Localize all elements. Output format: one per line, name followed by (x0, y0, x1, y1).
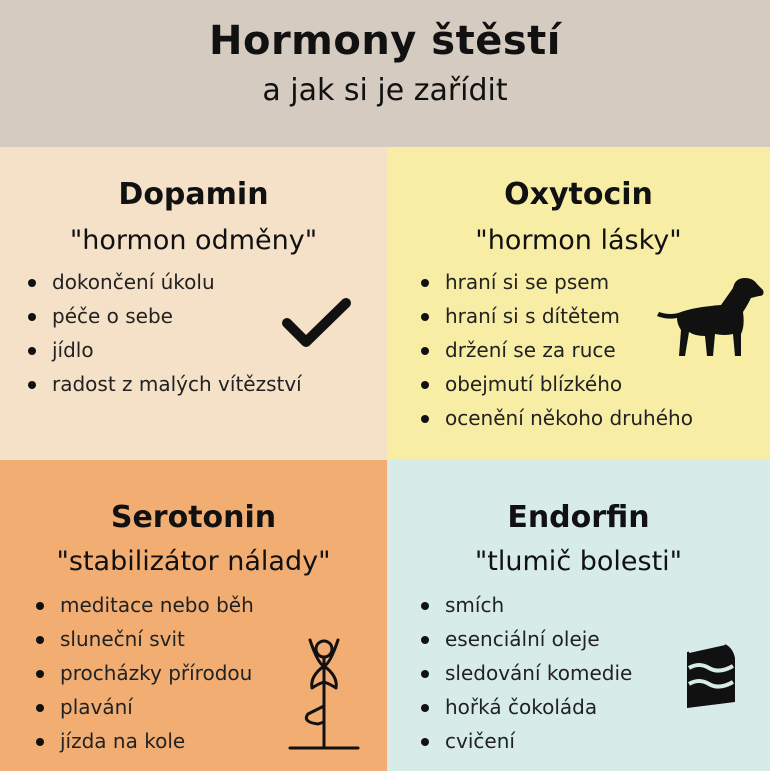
panel-endorfin (387, 460, 770, 771)
hormone-nickname: "hormon lásky" (475, 225, 682, 256)
cake-slice-icon (681, 642, 737, 710)
hormone-name: Oxytocin (504, 177, 653, 212)
activity-list (417, 588, 632, 758)
yoga-pose-icon (288, 636, 360, 752)
dog-icon (655, 272, 767, 362)
list-item: ocenění někoho druhého (417, 401, 693, 435)
list-item: sluneční svit (32, 622, 254, 656)
list-item: cvičení (417, 724, 632, 758)
list-item: hořká čokoláda (417, 690, 632, 724)
page-title: Hormony štěstí (208, 18, 562, 64)
list-item: držení se za ruce (417, 333, 693, 367)
list-item: hraní si s dítětem (417, 299, 693, 333)
hormone-name: Endorfin (507, 500, 650, 535)
panel-dopamin (0, 147, 387, 460)
hormone-name: Serotonin (110, 500, 277, 535)
list-item: procházky přírodou (32, 656, 254, 690)
panel-serotonin (0, 460, 387, 771)
hormone-nickname: "tlumič bolesti" (474, 546, 683, 577)
list-item: obejmutí blízkého (417, 367, 693, 401)
list-item: jízda na kole (32, 724, 254, 758)
header-banner (0, 0, 770, 147)
list-item: jídlo (24, 333, 302, 367)
list-item: péče o sebe (24, 299, 302, 333)
list-item: smích (417, 588, 632, 622)
list-item: radost z malých vítězství (24, 367, 302, 401)
list-item: plavání (32, 690, 254, 724)
page-subtitle: a jak si je zařídit (262, 73, 508, 108)
list-item: sledování komedie (417, 656, 632, 690)
list-item: meditace nebo běh (32, 588, 254, 622)
list-item: esenciální oleje (417, 622, 632, 656)
activity-list (24, 265, 302, 401)
activity-list (32, 588, 254, 758)
checkmark-icon (282, 297, 352, 352)
list-item: dokončení úkolu (24, 265, 302, 299)
activity-list (417, 265, 693, 435)
panel-oxytocin (387, 147, 770, 460)
hormone-nickname: "stabilizátor nálady" (56, 546, 331, 577)
list-item: hraní si se psem (417, 265, 693, 299)
hormone-nickname: "hormon odměny" (69, 225, 318, 256)
hormone-name: Dopamin (118, 177, 269, 212)
